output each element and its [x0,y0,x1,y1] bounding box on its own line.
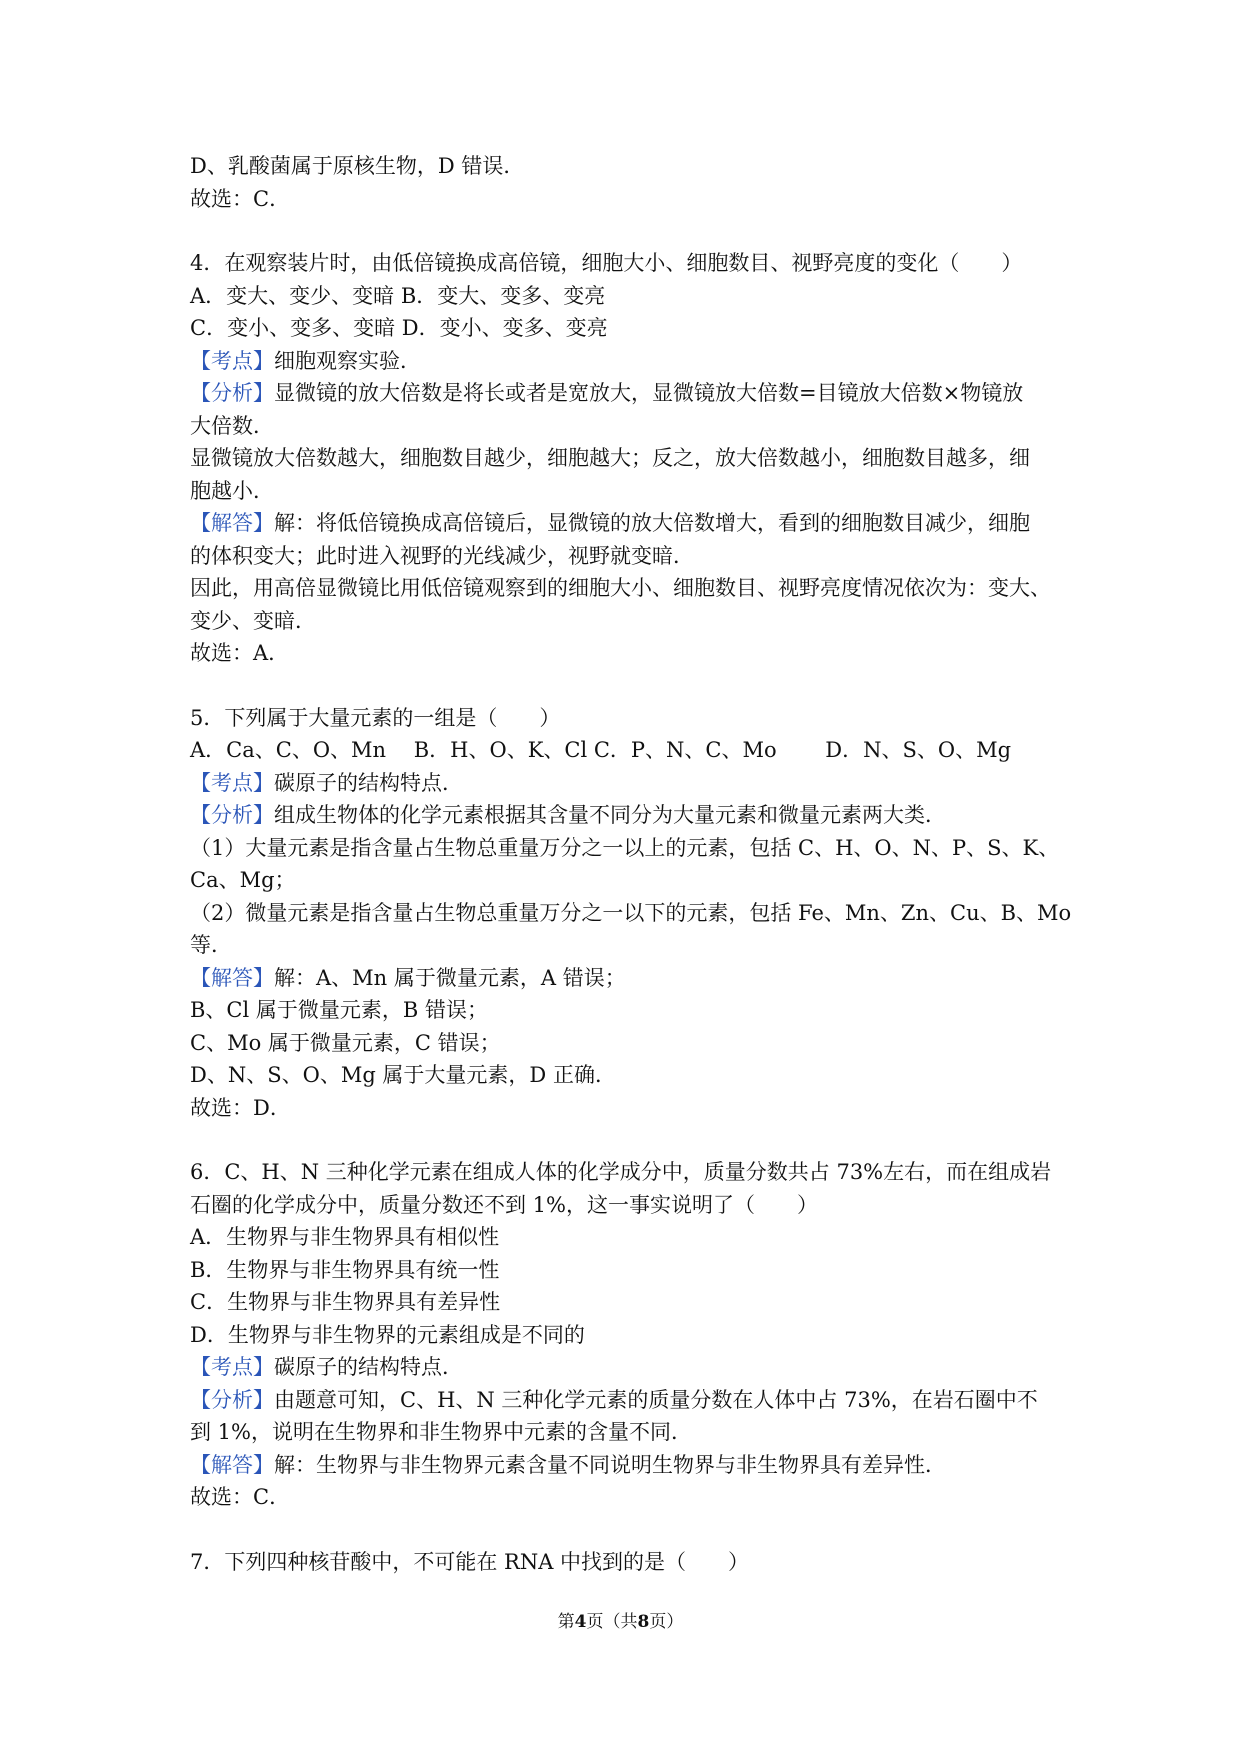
fenxi-line: 【分析】显微镜的放大倍数是将长或者是宽放大，显微镜放大倍数=目镜放大倍数×物镜放 [190,381,1024,405]
kaodian-line: 【考点】碳原子的结构特点． [190,770,463,795]
jieda-tag: 【解答】 [190,965,274,990]
text-line: D、N、S、O、Mg 属于大量元素，D 正确． [190,1063,616,1087]
text-line: 的体积变大；此时进入视野的光线减少，视野就变暗． [190,543,694,568]
jieda-tag: 【解答】 [190,511,274,535]
kaodian-tag: 【考点】 [190,770,274,795]
question-6: 6．C、H、N 三种化学元素在组成人体的化学成分中，质量分数共占 73%左右，而在组成岩 [190,1160,1052,1184]
kaodian-line: 【考点】细胞观察实验． [190,348,421,373]
answer-line: 故选：A． [190,641,290,665]
answer-line: 故选：D． [190,1095,291,1120]
question-6-option-c: C．生物界与非生物界具有差异性 [190,1290,501,1314]
jieda-line: 【解答】解：A、Mn 属于微量元素，A 错误； [190,965,626,990]
text-line: 变少、变暗． [190,608,316,633]
text-line: （2）微量元素是指含量占生物总重量万分之一以下的元素，包括 Fe、Mn、Zn、Cu、B、Mo [190,900,1072,925]
question-6-option-a: A．生物界与非生物界具有相似性 [190,1225,500,1249]
answer-line: 故选：C． [190,186,291,211]
text-line: 胞越小． [190,478,274,503]
jieda-line: 【解答】解：生物界与非生物界元素含量不同说明生物界与非生物界具有差异性． [190,1452,946,1477]
question-4-options-cd: C．变小、变多、变暗 D．变小、变多、变亮 [190,316,608,340]
text-line: 等． [190,933,232,957]
text-line: 到 1%，说明在生物界和非生物界中元素的含量不同． [190,1420,692,1444]
kaodian-line: 【考点】碳原子的结构特点． [190,1355,463,1379]
kaodian-tag: 【考点】 [190,348,274,373]
jieda-line: 【解答】解：将低倍镜换成高倍镜后，显微镜的放大倍数增大，看到的细胞数目减少，细胞 [190,511,1030,535]
text-line: 石圈的化学成分中，质量分数还不到 1%，这一事实说明了（ ） [190,1192,818,1217]
question-6-option-d: D．生物界与非生物界的元素组成是不同的 [190,1322,585,1347]
question-4-options-ab: A．变大、变少、变暗 B．变大、变多、变亮 [190,283,606,308]
question-4: 4．在观察装片时，由低倍镜换成高倍镜，细胞大小、细胞数目、视野亮度的变化（ ） [190,251,1023,275]
text-line: C、Mo 属于微量元素，C 错误； [190,1030,501,1055]
fenxi-line: 【分析】组成生物体的化学元素根据其含量不同分为大量元素和微量元素两大类． [190,803,946,827]
text-line: B、Cl 属于微量元素，B 错误； [190,998,488,1022]
page-number: 4 [574,1612,587,1632]
question-7: 7．下列四种核苷酸中，不可能在 RNA 中找到的是（ ） [190,1549,750,1574]
fenxi-tag: 【分析】 [190,803,274,827]
text-line: Ca、Mg； [190,868,296,892]
page-total: 8 [637,1612,650,1632]
fenxi-line: 【分析】由题意可知，C、H、N 三种化学元素的质量分数在人体中占 73%，在岩石圈中不 [190,1387,1038,1412]
text-line: D、乳酸菌属于原核生物，D 错误． [190,154,525,178]
question-6-option-b: B．生物界与非生物界具有统一性 [190,1257,500,1282]
kaodian-tag: 【考点】 [190,1355,274,1379]
answer-line: 故选：C． [190,1485,291,1509]
fenxi-tag: 【分析】 [190,1387,274,1412]
jieda-tag: 【解答】 [190,1452,274,1477]
document-body [190,150,1072,1578]
text-line: 因此，用高倍显微镜比用低倍镜观察到的细胞大小、细胞数目、视野亮度情况依次为：变大、 [190,576,1051,600]
fenxi-tag: 【分析】 [190,381,274,405]
text-line: （1）大量元素是指含量占生物总重量万分之一以上的元素，包括 C、H、O、N、P、S、K、 [190,835,1060,860]
text-line: 大倍数． [190,413,274,438]
text-line: 显微镜放大倍数越大，细胞数目越少，细胞越大；反之，放大倍数越小，细胞数目越多，细 [190,446,1030,470]
page-footer: 第4页（共8页） [557,1612,684,1632]
question-5-options: A．Ca、C、O、Mn B．H、O、K、Cl C．P、N、C、Mo D．N、S、O、Mg [190,738,1012,762]
question-5: 5．下列属于大量元素的一组是（ ） [190,705,561,730]
